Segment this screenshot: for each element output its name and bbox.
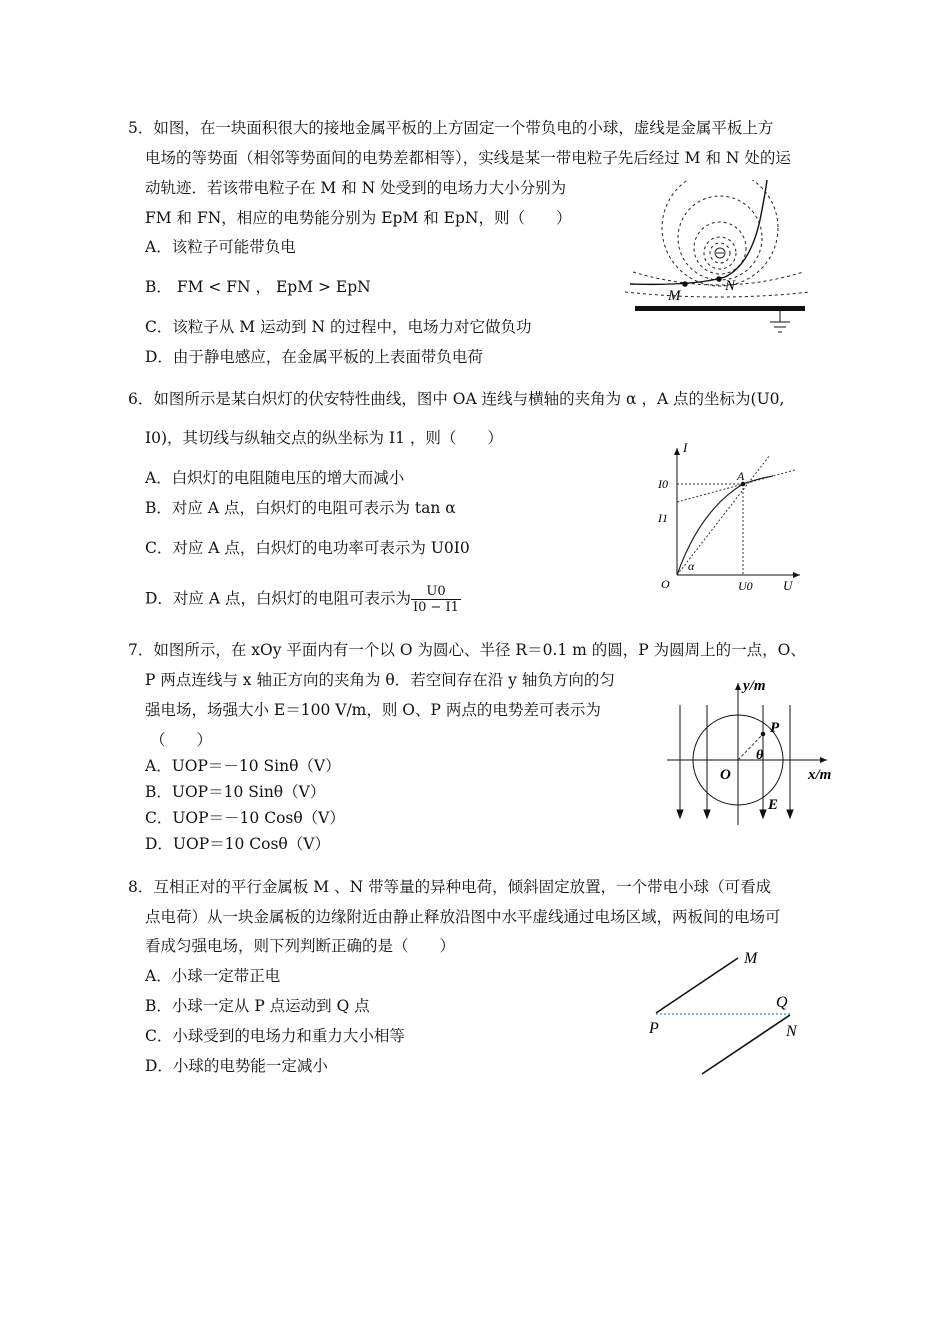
q8-option-a[interactable]: A．小球一定带正电 — [145, 967, 281, 985]
q5-stem-line3: 动轨迹．若该带电粒子在 M 和 N 处受到的电场力大小分别为 — [145, 179, 567, 197]
q6-label-i1: I1 — [658, 511, 668, 525]
q6-option-a[interactable]: A．白炽灯的电阻随电压的增大而减小 — [145, 469, 405, 487]
q8-point-p: P — [649, 1020, 659, 1037]
q5-option-c[interactable]: C．该粒子从 M 运动到 N 的过程中，电场力对它做负功 — [145, 318, 532, 336]
q8-stem-line1: 8．互相正对的平行金属板 M 、N 带等量的异种电荷，倾斜固定放置，一个带电小球（可看成 — [128, 878, 772, 896]
q6-label-i0: I0 — [658, 477, 668, 491]
q7-figure — [665, 675, 845, 830]
q5-option-a[interactable]: A．该粒子可能带负电 — [145, 238, 296, 256]
q5-label-m: M — [668, 288, 681, 304]
q6-stem-line1: 6．如图所示是某白炽灯的伏安特性曲线，图中 OA 连线与横轴的夹角为 α ，A 点的坐标为(U0, — [128, 390, 785, 408]
q7-option-a[interactable]: A．UOP＝－10 Sinθ（V） — [145, 757, 341, 775]
q7-origin: O — [720, 767, 731, 783]
q7-field-e: E — [768, 797, 779, 813]
q8-option-d[interactable]: D．小球的电势能一定减小 — [145, 1057, 328, 1075]
q5-option-d[interactable]: D．由于静电感应，在金属平板的上表面带负电荷 — [145, 348, 483, 366]
q7-stem-line1: 7．如图所示，在 xOy 平面内有一个以 O 为圆心、半径 R＝0.1 m 的圆，P 为圆周上的一点，O、 — [128, 641, 806, 659]
q6-option-c[interactable]: C．对应 A 点，白炽灯的电功率可表示为 U0I0 — [145, 539, 470, 557]
q6-option-d[interactable] — [145, 584, 461, 615]
q7-option-c[interactable]: C．UOP＝－10 Cosθ（V） — [145, 809, 345, 827]
fraction-denominator: I0 − I1 — [412, 600, 459, 615]
q8-plate-n: N — [786, 1023, 797, 1040]
q7-axis-x: x/m — [808, 767, 832, 783]
q6-stem-line2: I0)，其切线与纵轴交点的纵坐标为 I1 ，则（ ） — [145, 429, 503, 447]
q7-stem-line2: P 两点连线与 x 轴正方向的夹角为 θ．若空间存在沿 y 轴负方向的匀 — [145, 671, 615, 689]
q8-stem-line3: 看成匀强电场，则下列判断正确的是（ ） — [145, 937, 456, 955]
q5-option-b[interactable]: B． FM < FN ， EpM > EpN — [145, 278, 371, 296]
q7-option-b[interactable]: B．UOP＝10 Sinθ（V） — [145, 783, 326, 801]
q5-stem-line2: 电场的等势面（相邻等势面间的电势差都相等），实线是某一带电粒子先后经过 M 和 N 处的运 — [145, 149, 791, 167]
q8-figure — [640, 945, 820, 1080]
q7-angle-theta: θ — [756, 748, 764, 763]
q6-option-b[interactable]: B．对应 A 点，白炽灯的电阻可表示为 tan α — [145, 499, 456, 517]
q8-point-q: Q — [776, 994, 788, 1011]
q6-axis-i: I — [683, 440, 688, 455]
q5-stem-line1: 5．如图，在一块面积很大的接地金属平板的上方固定一个带负电的小球，虚线是金属平板上方 — [128, 119, 774, 137]
q6-point-a: A — [737, 469, 745, 483]
q5-label-n: N — [725, 278, 736, 294]
fraction-numerator: U0 — [411, 584, 461, 600]
q6-figure — [655, 440, 805, 595]
q8-option-b[interactable]: B．小球一定从 P 点运动到 Q 点 — [145, 997, 370, 1015]
q5-figure — [625, 180, 810, 345]
q7-point-p: P — [770, 720, 780, 736]
q7-option-d[interactable]: D．UOP＝10 Cosθ（V） — [145, 835, 330, 853]
q8-plate-m: M — [744, 950, 758, 967]
q6-option-d-fraction — [411, 584, 461, 615]
q6-label-u0: U0 — [738, 579, 753, 593]
q8-option-c[interactable]: C．小球受到的电场力和重力大小相等 — [145, 1027, 405, 1045]
q8-stem-line2: 点电荷）从一块金属板的边缘附近由静止释放沿图中水平虚线通过电场区域，两板间的电场可 — [145, 908, 781, 926]
q6-origin: O — [661, 577, 670, 591]
q6-axis-u: U — [783, 578, 793, 593]
q6-label-alpha: α — [688, 559, 695, 573]
q7-stem-line3: 强电场，场强大小 E＝100 V/m，则 O、P 两点的电势差可表示为 — [145, 701, 601, 719]
q7-axis-y: y/m — [743, 678, 766, 694]
q7-stem-line4: （ ） — [150, 731, 213, 749]
q6-option-d-text: D．对应 A 点，白炽灯的电阻可表示为 — [145, 589, 411, 608]
q5-stem-line4: FM 和 FN，相应的电势能分别为 EpM 和 EpN，则（ ） — [145, 209, 572, 227]
